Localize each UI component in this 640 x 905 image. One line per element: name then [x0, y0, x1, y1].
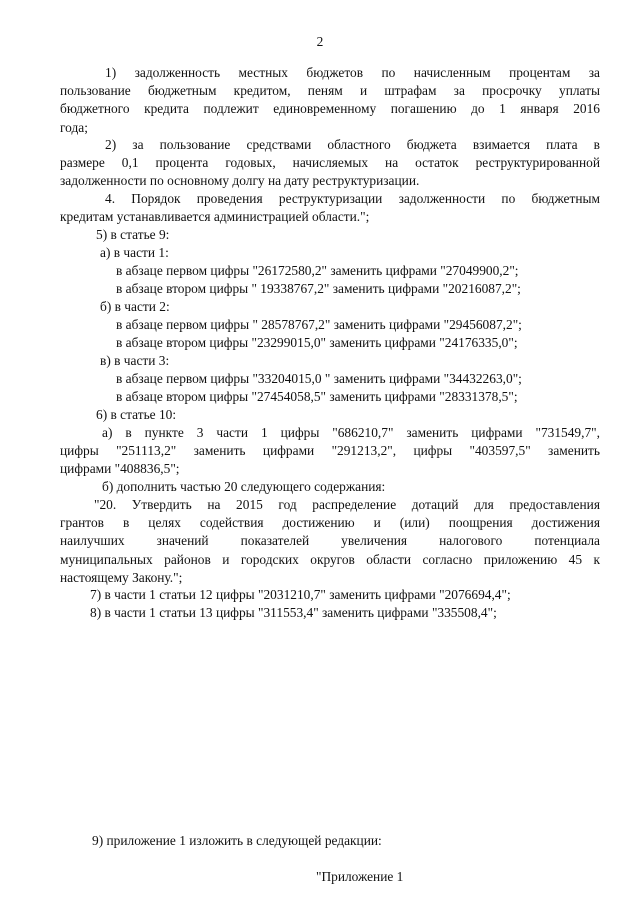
text-line: задолженности по основному долгу на дату реструктуризации.: [60, 173, 420, 189]
item-5c-line-2: в абзаце втором цифры "27454058,5" заменить цифрами "28331378,5";: [116, 389, 518, 404]
item-5b-heading: б) в части 2:: [100, 299, 170, 314]
item-7-line: 7) в части 1 статьи 12 цифры "2031210,7" заменить цифрами "2076694,4";: [90, 587, 511, 602]
text-line: года;: [60, 119, 88, 135]
item-20-paragraph: [60, 496, 600, 587]
paragraph-interest-fee: [60, 136, 600, 191]
item-6-heading: 6) в статье 10:: [96, 407, 177, 422]
item-5c-heading: в) в части 3:: [100, 353, 170, 368]
text-line: наилучших значений показателей увеличения налогового потенциала: [60, 533, 600, 549]
item-5a-line-1: в абзаце первом цифры "26172580,2" заменить цифрами "27049900,2";: [116, 263, 519, 278]
item-9-line: 9) приложение 1 изложить в следующей редакции:: [92, 833, 382, 848]
appendix-heading: "Приложение 1: [316, 869, 404, 884]
item-8-line: 8) в части 1 статьи 13 цифры "311553,4" заменить цифрами "335508,4";: [90, 605, 497, 620]
text-line: цифрами "408836,5";: [60, 461, 180, 477]
paragraph-debt-repayment: [60, 64, 600, 137]
item-5c-line-1: в абзаце первом цифры "33204015,0 " заменить цифрами "34432263,0";: [116, 371, 522, 386]
item-5a-heading: а) в части 1:: [100, 245, 169, 260]
paragraph-restructuring-order: [60, 190, 600, 226]
item-5b-line-2: в абзаце втором цифры "23299015,0" заменить цифрами "24176335,0";: [116, 335, 518, 350]
item-5a-line-2: в абзаце втором цифры " 19338767,2" заменить цифрами "20216087,2";: [116, 281, 521, 296]
text-line: грантов в целях содействия достижению и (или) поощрения достижения: [60, 515, 600, 531]
text-line: муниципальных районов и городских округов области согласно приложению 45 к: [60, 551, 600, 567]
item-5-heading: 5) в статье 9:: [96, 227, 170, 242]
text-line: 2) за пользование средствами областного бюджета взимается плата в: [105, 137, 600, 152]
item-6a-paragraph: [60, 424, 600, 479]
page-number: 2: [316, 34, 324, 49]
text-line: размере 0,1 процента годовых, начисляемых на остаток реструктурированной: [60, 155, 600, 171]
text-line: а) в пункте 3 части 1 цифры "686210,7" заменить цифрами "731549,7",: [102, 425, 600, 440]
text-line: "20. Утвердить на 2015 год распределение дотаций для предоставления: [94, 497, 600, 512]
text-line: цифры "251113,2" заменить цифрами "291213,2", цифры "403597,5" заменить: [60, 443, 600, 459]
item-6b-heading: б) дополнить частью 20 следующего содержания:: [102, 479, 386, 494]
text-line: кредитам устанавливается администрацией области.";: [60, 209, 370, 225]
item-5b-line-1: в абзаце первом цифры " 28578767,2" заменить цифрами "29456087,2";: [116, 317, 522, 332]
text-line: пользование бюджетным кредитом, пеням и штрафам за просрочку уплаты: [60, 83, 600, 99]
text-line: настоящему Закону.";: [60, 569, 183, 585]
text-line: 4. Порядок проведения реструктуризации задолженности по бюджетным: [105, 191, 600, 206]
text-line: бюджетного кредита подлежит единовременному погашению до 1 января 2016: [60, 101, 600, 117]
text-line: 1) задолженность местных бюджетов по начисленным процентам за: [105, 65, 600, 80]
